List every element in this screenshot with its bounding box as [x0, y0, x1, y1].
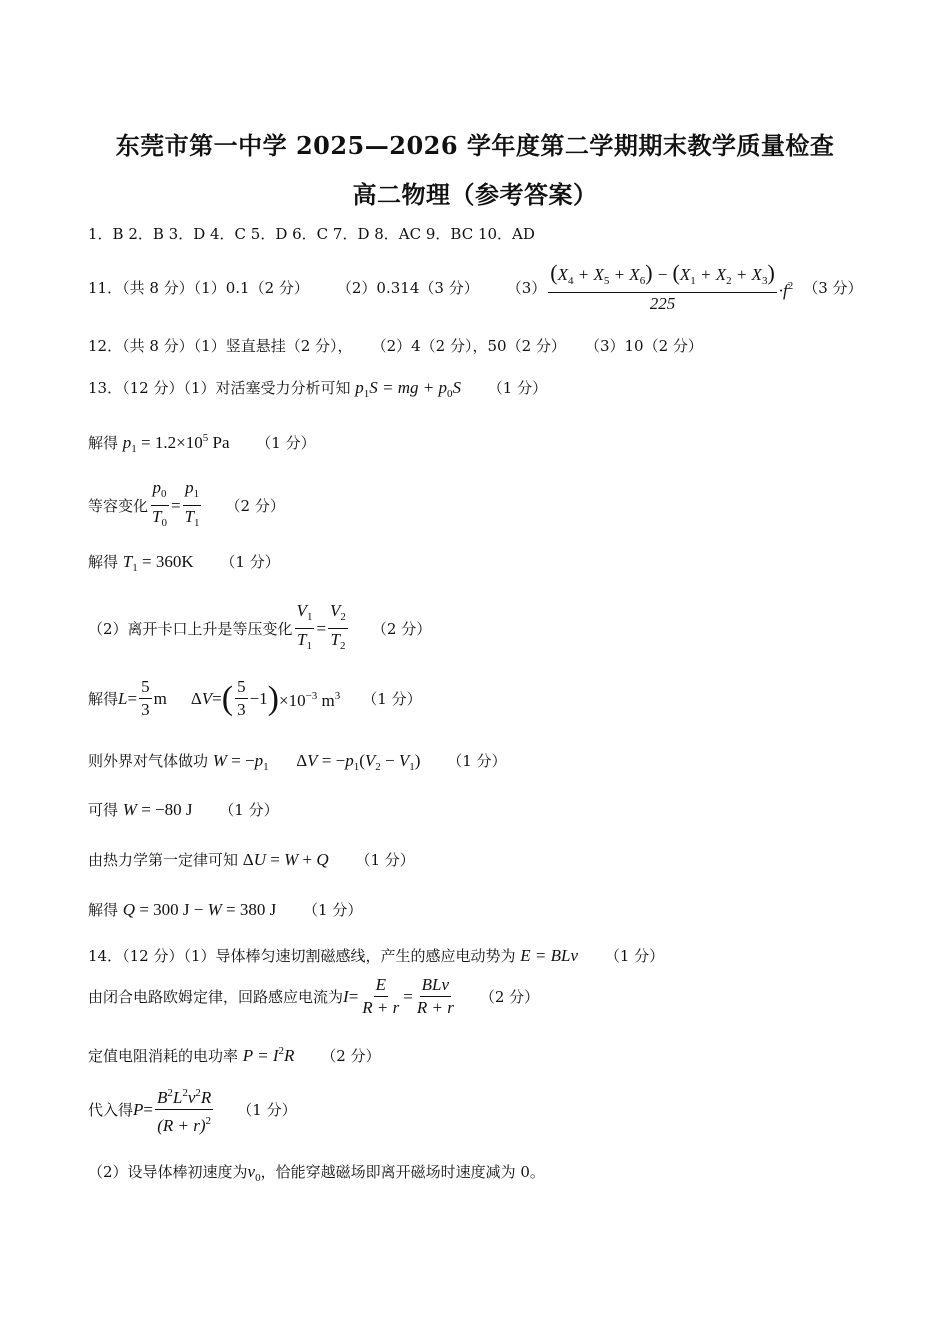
q13-line-2: 解得 $p_1 = 1.2\times 10^5$ Pa （1 分） — [88, 432, 316, 455]
q11-part3-label: （3） — [506, 279, 547, 297]
q13-line-8: 可得 W = −80 J （1 分） — [88, 800, 279, 819]
q11-part2: （2）0.314（3 分） — [336, 279, 479, 297]
q13-line-10: 解得 Q = 300 J − W = 380 J （1 分） — [88, 900, 363, 919]
q14-line-2: 由闭合电路欧姆定律，回路感应电流为 I = $\frac{E}{R + r}$ = $\frac{\text{BLv}}{R + r}$ （2 分） — [88, 975, 540, 1017]
q13-line-6: 解得 L = $\frac{5}{3}$ m Δ V = ( $\frac{5}{3}$ −1 ) $\times 10^{-3}$ $m^3$ （1 分） — [88, 677, 422, 719]
q13-line-1: 13．（12 分）（1）对活塞受力分析可知 $p_1S$ = mg + $p_0S$ （1 分） — [88, 378, 548, 400]
q13-line-7: 则外界对气体做功 $W = -p_1$ $\Delta V = -p_1(V_2 - V_1)$ （1 分） — [88, 751, 507, 773]
q11-line: 11．（共 8 分）（1）0.1（2 分） （2）0.314（3 分） （3） $\frac{(X_4 + X_5 + X_6) - (X_1 + X_2 + X_3)}{225}$ $\cdot f^2$ （3 分） — [88, 259, 863, 313]
q11-formula: $\frac{(X_4 + X_5 + X_6) - (X_1 + X_2 + X_3)}{225}$ — [550, 259, 775, 313]
q13-line-9: 由热力学第一定律可知 ΔU = W + Q （1 分） — [88, 850, 415, 869]
q14-line-3: 定值电阻消耗的电功率 $P = I^2R$ （2 分） — [88, 1045, 381, 1065]
q14-line-5: （2）设导体棒初速度为$v_0$，恰能穿越磁场即离开磁场时速度减为 0。 — [88, 1162, 545, 1184]
q13-line-4: 解得 $T_1 = 360K$ （1 分） — [88, 552, 280, 574]
q14-line-4: 代入得 P = $\frac{B^2L^2v^2R}{(R + r)^2}$ （1 分） — [88, 1083, 297, 1136]
q12-line: 12．（共 8 分）（1）竖直悬挂（2 分）， （2）4（2 分），50（2 分） （3）10（2 分） — [88, 337, 703, 355]
q11-part1: 11．（共 8 分）（1）0.1（2 分） — [88, 279, 309, 297]
document-subtitle: 高二物理（参考答案） — [352, 180, 598, 209]
q13-line-3: 等容变化 $\frac{p_0}{T_0}$ = $\frac{p_1}{T_1}$ （2 分） — [88, 478, 285, 529]
q14-line-1: 14．（12 分）（1）导体棒匀速切割磁感线，产生的感应电动势为 E = BLv （1 分） — [88, 946, 665, 965]
mc-answers: 1．B 2．B 3．D 4．C 5．D 6．C 7．D 8．AC 9．BC 10．AD — [88, 225, 535, 243]
document-title: 东莞市第一中学 2025—2026 学年度第二学期期末教学质量检查 — [115, 131, 835, 160]
q13-line-5: （2）离开卡口上升是等压变化 $\frac{V_1}{T_1}$ = $\frac{V_2}{T_2}$ （2 分） — [88, 601, 432, 652]
q11-part3-pts: （3 分） — [803, 279, 863, 297]
